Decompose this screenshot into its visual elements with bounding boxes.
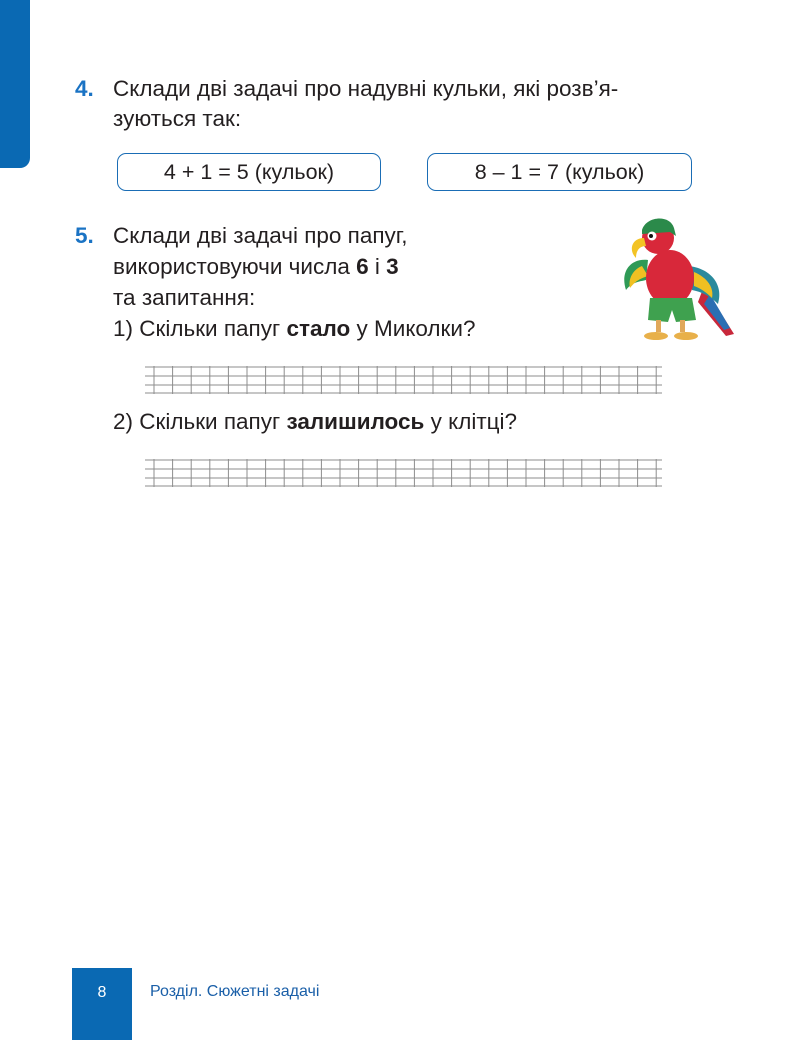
parrot-beak	[632, 238, 646, 258]
number-three: 3	[386, 254, 399, 279]
parrot-illustration	[612, 208, 736, 344]
parrot-right-foot	[674, 332, 698, 340]
question-1-prefix: 1) Скільки папуг	[113, 316, 287, 341]
parrot-left-foot	[644, 332, 668, 340]
parrot-right-leg	[680, 320, 685, 332]
formula-box-1	[117, 153, 381, 191]
side-tab	[0, 0, 30, 168]
conjunction: і	[368, 254, 387, 279]
question-2	[113, 407, 517, 437]
page-number-box	[72, 968, 132, 1040]
task4-number: 4.	[75, 76, 94, 101]
parrot-body	[646, 250, 694, 306]
question-1	[113, 314, 475, 344]
parrot-pupil	[649, 234, 653, 238]
task5-number: 5.	[75, 223, 94, 248]
parrot-left-leg	[656, 320, 661, 332]
formula-2-text: 8 – 1 = 7 (кульок)	[474, 160, 645, 184]
task5-line2-prefix: використовуючи числа	[113, 254, 357, 279]
formula-box-2	[427, 153, 692, 191]
task5-text-line2	[113, 252, 399, 282]
answer-grid-1[interactable]	[145, 366, 662, 394]
question-2-prefix: 2) Скільки папуг	[113, 409, 287, 434]
answer-grid-2[interactable]	[145, 459, 662, 487]
section-title: Розділ. Сюжетні задачі	[150, 983, 320, 1000]
formula-1-text: 4 + 1 = 5 (кульок)	[163, 160, 335, 184]
task5-text-line1: Склади дві задачі про папуг,	[113, 223, 408, 248]
task4-text-line1: Склади дві задачі про надувні кульки, які розв’я-	[113, 76, 619, 101]
page-number: 8	[97, 984, 107, 1001]
question-2-suffix: у клітці?	[424, 409, 518, 434]
question-1-keyword: стало	[286, 316, 351, 341]
task4-text-line2: зуються так:	[113, 106, 242, 131]
task5-text-line3: та запитання:	[113, 285, 256, 310]
parrot-shorts	[648, 298, 696, 322]
question-1-suffix: у Миколки?	[350, 316, 476, 341]
number-six: 6	[356, 254, 369, 279]
question-2-keyword: залишилось	[286, 409, 425, 434]
